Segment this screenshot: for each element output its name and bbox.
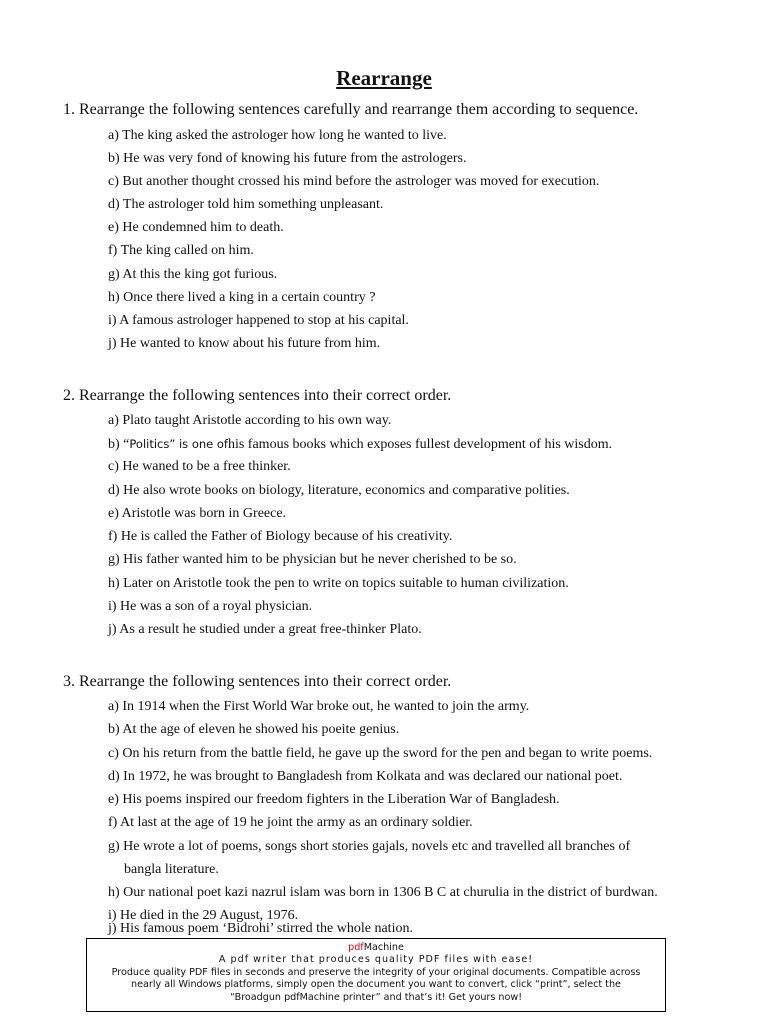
- q2-item-i: i) He was a son of a royal physician.: [108, 599, 313, 614]
- pdfmachine-line-3: “Broadgun pdfMachine printer” and that’s it! Get yours now!: [229, 991, 523, 1003]
- q3-item-g: g) He wrote a lot of poems, songs short stories gajals, novels etc and travelled all branches of: [108, 839, 631, 854]
- q2-item-b-prefix: b) “: [108, 437, 130, 452]
- q1-item-c: c) But another thought crossed his mind before the astrologer was moved for execution.: [108, 174, 600, 189]
- q3-item-g-continued: bangla literature.: [124, 862, 219, 877]
- q1-item-g: g) At this the king got furious.: [108, 267, 278, 282]
- q3-item-e: e) His poems inspired our freedom fighters in the Liberation War of Bangladesh.: [108, 792, 560, 807]
- q3-item-i: i) He died in the 29 August, 1976.: [108, 908, 299, 923]
- brand-machine-text: Machine: [363, 942, 404, 953]
- q2-item-a: a) Plato taught Aristotle according to his own way.: [108, 413, 392, 428]
- q2-item-f: f) He is called the Father of Biology because of his creativity.: [108, 529, 453, 544]
- q1-item-i: i) A famous astrologer happened to stop at his capital.: [108, 313, 409, 328]
- q1-item-j: j) He wanted to know about his future from him.: [108, 336, 381, 351]
- q3-item-h: h) Our national poet kazi nazrul islam was born in 1306 B C at churulia in the district of burdwan.: [108, 885, 658, 900]
- q3-item-j: j) His famous poem ‘Bidrohi’ stirred the whole nation.: [108, 921, 413, 936]
- q3-item-d: d) In 1972, he was brought to Bangladesh from Kolkata and was declared our national poet.: [108, 769, 623, 784]
- q2-item-h: h) Later on Aristotle took the pen to write on topics suitable to human civilization.: [108, 576, 569, 591]
- q1-item-d: d) The astrologer told him something unpleasant.: [108, 197, 384, 212]
- pdfmachine-banner[interactable]: [86, 938, 666, 1012]
- q2-item-b-title: Politics” is one of: [129, 437, 228, 451]
- q1-item-b: b) He was very fond of knowing his future from the astrologers.: [108, 151, 467, 166]
- q1-item-f: f) The king called on him.: [108, 243, 254, 258]
- question-2-heading: 2. Rearrange the following sentences into their correct order.: [63, 387, 452, 404]
- pdfmachine-tagline: A pdf writer that produces quality PDF files with ease!: [218, 954, 534, 966]
- q3-item-b: b) At the age of eleven he showed his poeite genius.: [108, 722, 400, 737]
- q2-item-d: d) He also wrote books on biology, literature, economics and comparative polities.: [108, 483, 570, 498]
- question-1-heading: 1. Rearrange the following sentences carefully and rearrange them according to sequence.: [63, 101, 639, 118]
- pdfmachine-line-2: nearly all Windows platforms, simply open the document you want to convert, click “print”, select the: [131, 979, 621, 991]
- q2-item-b: [108, 434, 612, 455]
- q1-item-a: a) The king asked the astrologer how long he wanted to live.: [108, 128, 447, 143]
- pdfmachine-line-1: Produce quality PDF files in seconds and preserve the integrity of your original documents. Compatible across: [111, 966, 641, 978]
- q1-item-h: h) Once there lived a king in a certain country ?: [108, 290, 376, 305]
- q2-item-c: c) He waned to be a free thinker.: [108, 459, 291, 474]
- page-title: Rearrange: [336, 66, 432, 90]
- q2-item-j: j) As a result he studied under a great free-thinker Plato.: [108, 622, 422, 637]
- q2-item-e: e) Aristotle was born in Greece.: [108, 506, 287, 521]
- q3-item-c: c) On his return from the battle field, he gave up the sword for the pen and began to write poems.: [108, 746, 653, 761]
- question-3-heading: 3. Rearrange the following sentences into their correct order.: [63, 673, 452, 690]
- q3-item-f: f) At last at the age of 19 he joint the army as an ordinary soldier.: [108, 815, 473, 830]
- pdfmachine-brand: [87, 942, 665, 954]
- q2-item-g: g) His father wanted him to be physician but he never cherished to be so.: [108, 552, 517, 567]
- q2-item-b-rest: his famous books which exposes fullest development of his wisdom.: [227, 437, 613, 452]
- brand-pdf-text: pdf: [348, 942, 364, 953]
- q3-item-a: a) In 1914 when the First World War broke out, he wanted to join the army.: [108, 699, 530, 714]
- q1-item-e: e) He condemned him to death.: [108, 220, 284, 235]
